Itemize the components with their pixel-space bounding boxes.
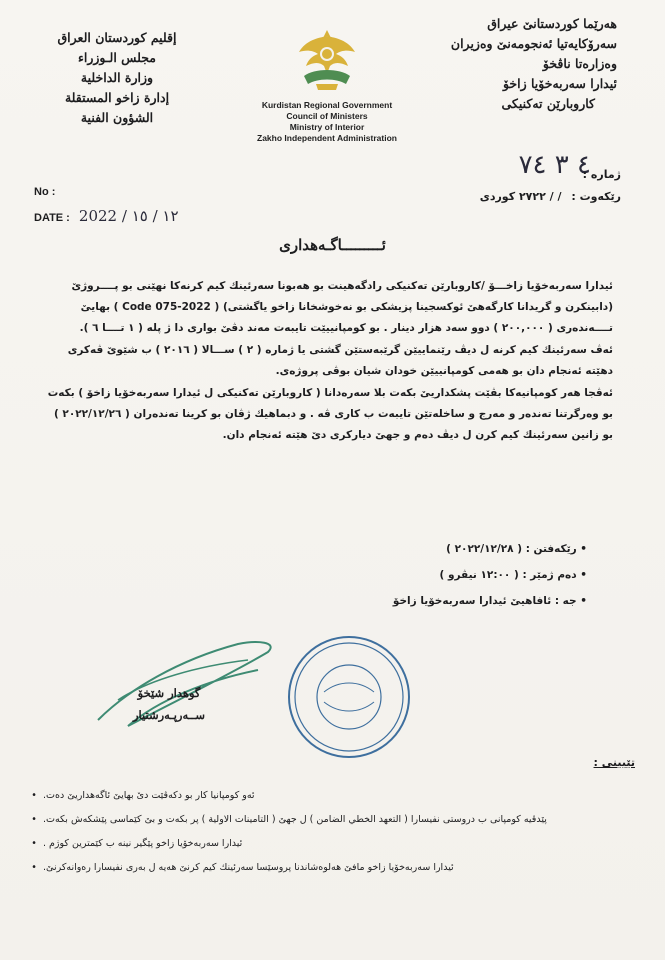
official-stamp-icon (284, 632, 414, 762)
note-bullet: • (31, 814, 37, 825)
reference-date-label: رێكەوت : (571, 190, 621, 203)
header-kurdish-line: وەزارەتا ناڤخۆ (542, 56, 617, 71)
header-arabic-line: وزارة الداخلية (80, 70, 154, 85)
note-item (25, 808, 635, 832)
header-kurdish-line: كاروبارێن تەكنیكی (501, 96, 595, 111)
note-bullet: • (31, 838, 37, 849)
note-item (25, 832, 635, 856)
header-kurdish (397, 14, 617, 114)
signature-block (104, 682, 234, 726)
header-kurdish-line: سەرۆكایەتیا ئەنجومەنێ وەزیران (450, 36, 617, 51)
detail-item: • رێكەفتن : ( ٢٠٢٢/١٢/٢٨ ) (446, 543, 587, 555)
header-arabic-line: الشؤون الفنية (80, 110, 154, 125)
reference-number-handwritten: ٤ ٣ ٧٤ (518, 150, 591, 180)
note-item (25, 784, 635, 808)
detail-time: دەم ژمێر : ( ١٢:٠٠ نیڤرو ) (439, 569, 577, 581)
detail-item: • جە : ئافاهیێ ئیدارا سەربەخۆیا زاخۆ (392, 595, 587, 607)
header-english-line: Ministry of Interior (289, 122, 365, 132)
header-kurdish-line: هەرێما كوردستانێ عیراق (487, 16, 617, 31)
note-text: پێدڤیە كومپانی ب دروستی نفیسارا ( التعهد الخطي الضامن ) ل جهێ ( التامينات الاولية ) پر بكەت و بێ كێماسی پێشكەش بكەت. (43, 814, 547, 825)
header-english-line: Council of Ministers (286, 111, 368, 121)
reference-block-english (34, 180, 179, 230)
header-arabic (42, 28, 192, 128)
note-text: ئیدارا سەربەخۆیا زاخو پێگیر نینە ب كێمترین كوژم . (43, 838, 243, 849)
header-arabic-line: إدارة زاخو المستقلة (64, 90, 170, 105)
krg-emblem-icon (296, 24, 358, 94)
note-item (25, 856, 635, 880)
date-en-value: 2022 / ١٢ / ١٥ (78, 207, 179, 225)
note-bullet: • (31, 862, 37, 873)
header-english-line: Kurdistan Regional Government (261, 100, 393, 110)
body-text (41, 276, 613, 447)
body-paragraph: ئەڤجا هەر كومپانیەكا بڤێت پشكداریێ بكەت بلا سەرەدانا ( كاروبارێن تەكنیكی ل ئیدارا سەربەخۆیا زاخۆ ) بكەت بو وەرگرتنا تەندەر و مەرج و ساخلەتێن تایبەت ب كاری ڤە . و دبماهیك ژڤان بو كرینا تەندەران ( ٢٠٢٢/١٢/٢٦ ) بو زانین سەرئینك كیم كرن ل دیڤ دەم و جهێ دیاركری دێ هێتە ئەنجام دان. (47, 387, 613, 441)
header-arabic-line: إقليم كوردستان العراق (57, 30, 177, 45)
subject-title: ئـــــــــاگـەهداری (279, 236, 386, 254)
date-en-label: DATE : (34, 212, 70, 224)
no-label: No : (34, 186, 56, 198)
signatory-title: ســەرپـەرشتیار (132, 708, 205, 722)
body-paragraph: ئیدارا سەربەخۆیا زاخـــۆ /كاروبارێن تەكنیكی رادگەهینت بو هەبونا سەرئینك كیم كرنەكا نهێنی بو پــــروژێ (دابینكرن و گریدانا كارگەهێ ئوكسجینا پزیشكی بو نەخوشخانا زاخو یاگشتی) ( Code 075-2022 ) بهایێ تــــەندەری ( ٢٠٠,٠٠٠ ) دوو سەد هزار دینار . بو كومپانییێت تایبەت مەند دڤێ بواری دا ژ پلە ( ١ تــــا ٦ ). (71, 280, 613, 334)
header-english (238, 100, 416, 144)
notes-list (25, 784, 635, 880)
tender-details (187, 536, 587, 614)
note-bullet: • (31, 790, 37, 801)
reference-date-value: / / ٢٧٢٢ كوردی (479, 190, 562, 203)
reference-block (411, 164, 621, 208)
date-en-row (34, 204, 179, 230)
reference-number-label: ژمارە : (582, 168, 621, 181)
reference-date-row (411, 186, 621, 208)
header-center (238, 24, 416, 144)
header-arabic-line: مجلس الـوزراء (77, 50, 156, 65)
detail-date: رێكەفتن : ( ٢٠٢٢/١٢/٢٨ ) (446, 543, 577, 555)
header-english-line: Zakho Independent Administration (257, 133, 397, 143)
detail-place: جە : ئافاهیێ ئیدارا سەربەخۆیا زاخۆ (392, 595, 577, 607)
detail-item: • دەم ژمێر : ( ١٢:٠٠ نیڤرو ) (439, 569, 587, 581)
header-kurdish-line: ئیدارا سەربەخۆیا زاخۆ (502, 76, 617, 91)
signatory-name: گوهدار شێخۆ (137, 686, 201, 700)
notes-title: تێبینی : (593, 756, 635, 769)
note-text: ئیدارا سەربەخۆیا زاخو مافێ هەلوەشاندنا پروسێسا سەرئینك كیم كرنێ هەیە ل بەری نفیسارا رەوانەكرنێ. (43, 862, 454, 873)
note-text: ئەو كومپانیا كار بو دكەڤێت دێ بهایێ ئاگەهداریێ دەت. (43, 790, 255, 801)
body-paragraph: ئەڤ سەرئینك كیم كرنە ل دیڤ رێنماییێن گرێبەستێن گشتی یا ژمارە ( ٢ ) ســـالا ( ٢٠١٦ ) ب شێوێ ڤەكری دهێتە ئەنجام دان بو هەمی كومپانییێن خودان شیان بوڤی پروژەی. (67, 344, 613, 377)
